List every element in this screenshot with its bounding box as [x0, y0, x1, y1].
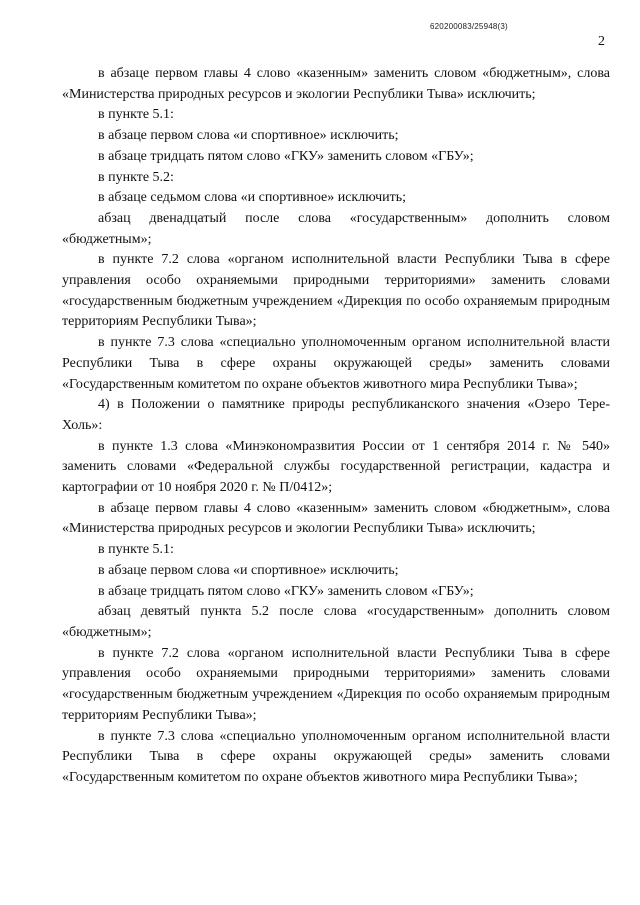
paragraph: абзац двенадцатый после слова «государственным» дополнить словом «бюджетным»;: [62, 210, 610, 247]
paragraph: в абзаце тридцать пятом слово «ГКУ» заменить словом «ГБУ»;: [98, 148, 474, 164]
page-number: 2: [598, 34, 605, 49]
paragraph: в абзаце первом слова «и спортивное» исключить;: [98, 562, 399, 578]
paragraph: в абзаце тридцать пятом слово «ГКУ» заменить словом «ГБУ»;: [98, 583, 474, 599]
paragraph: в пункте 1.3 слова «Минэкономразвития России от 1 сентября 2014 г. № 540» заменить словами «Федеральной службы государственной регистрации, кадастра и картографии от 10 ноября 2020 г. № П/0412»;: [62, 438, 610, 496]
document-body: [62, 64, 610, 789]
paragraph: в пункте 5.2:: [98, 169, 174, 185]
paragraph: в пункте 5.1:: [98, 107, 174, 123]
paragraph: в пункте 7.2 слова «органом исполнительной власти Республики Тыва в сфере управления особо охраняемыми природными территориями» заменить словами «государственным бюджетным учреждением «Дирекция по особо охраняемым природным территориям Республики Тыва»;: [62, 645, 610, 723]
paragraph: 4) в Положении о памятнике природы республиканского значения «Озеро Тере-Холь»:: [62, 397, 610, 433]
paragraph: в абзаце седьмом слова «и спортивное» исключить;: [98, 190, 407, 206]
paragraph: абзац девятый пункта 5.2 после слова «государственным» дополнить словом «бюджетным»;: [62, 604, 610, 640]
paragraph: в абзаце первом слова «и спортивное» исключить;: [98, 128, 399, 144]
paragraph: в абзаце первом главы 4 слово «казенным» заменить словом «бюджетным», слова «Министерства природных ресурсов и экологии Республики Тыва» исключить;: [62, 66, 610, 102]
document-code: 620200083/25948(3): [430, 22, 508, 31]
paragraph: в пункте 7.3 слова «специально уполномоченным органом исполнительной власти Республики Тыва в сфере охраны окружающей среды» заменить словами «Государственным комитетом по охране объектов животного мира Республики Тыва»;: [62, 728, 610, 785]
paragraph: в пункте 5.1:: [98, 542, 174, 558]
paragraph: в пункте 7.3 слова «специально уполномоченным органом исполнительной власти Республики Тыва в сфере охраны окружающей среды» заменить словами «Государственным комитетом по охране объектов животного мира Республики Тыва»;: [62, 335, 610, 392]
paragraph: в абзаце первом главы 4 слово «казенным» заменить словом «бюджетным», слова «Министерства природных ресурсов и экологии Республики Тыва» исключить;: [62, 500, 610, 537]
paragraph: в пункте 7.2 слова «органом исполнительной власти Республики Тыва в сфере управления особо охраняемыми природными территориями» заменить словами «государственным бюджетным учреждением «Дирекция по особо охраняемым природным территориям Республики Тыва»;: [62, 252, 610, 330]
